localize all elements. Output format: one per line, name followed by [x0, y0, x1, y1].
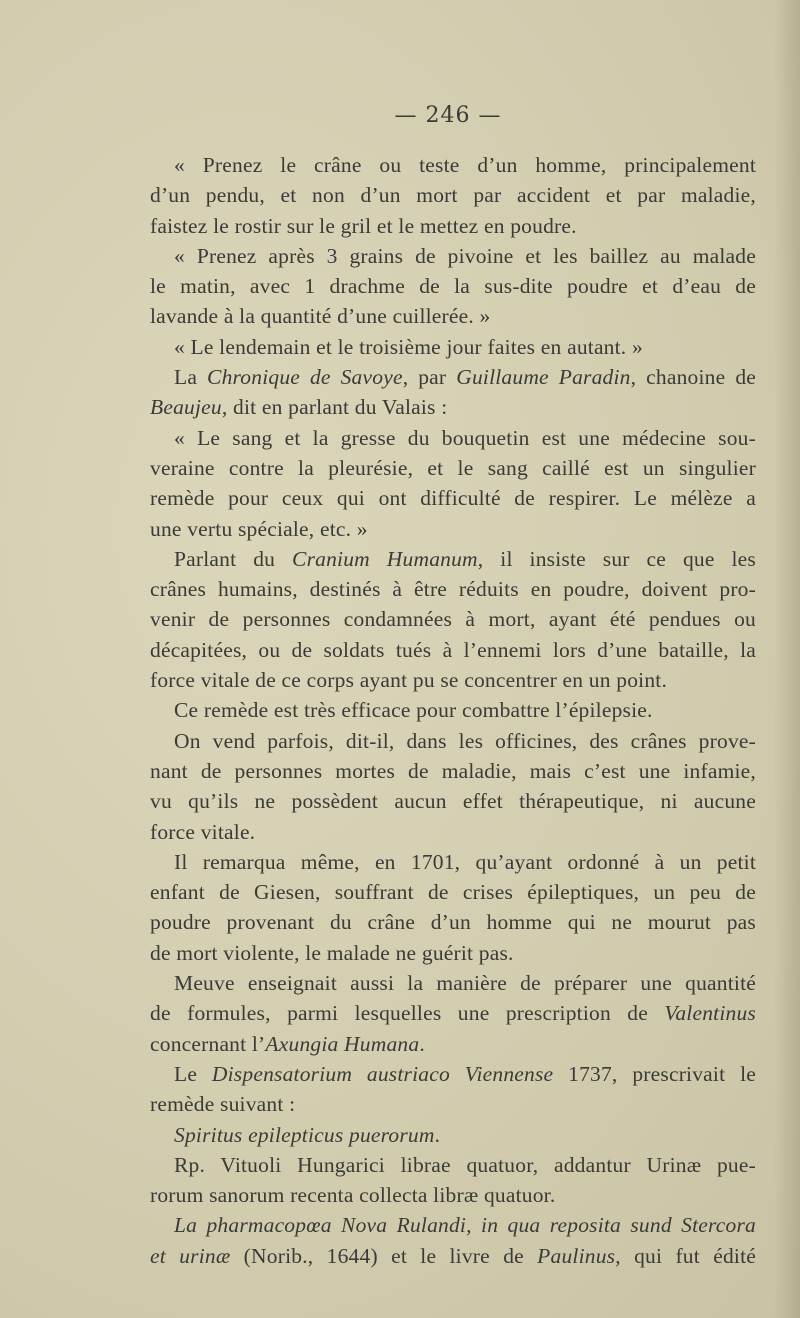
text-line	[150, 453, 756, 483]
text-span: lavande à la quantité d’une cuillerée. »	[150, 304, 491, 329]
italic-text: Cranium Humanum	[292, 546, 478, 571]
text-span: Le	[174, 1061, 212, 1086]
text-span: .	[419, 1031, 425, 1056]
text-span: « Prenez le crâne ou teste d’un homme, principalement	[174, 153, 756, 177]
text-line	[150, 241, 756, 271]
text-span: , chanoine de	[630, 365, 757, 390]
text-span: Meuve enseignait aussi la manière de préparer une quantité	[174, 971, 756, 996]
text-span: Parlant du	[174, 546, 293, 571]
italic-text: Paulinus	[537, 1243, 616, 1268]
italic-text: Dispensatorium austriaco Viennense	[211, 1061, 554, 1086]
text-span: force vitale.	[150, 819, 256, 844]
text-line	[150, 483, 756, 513]
text-line	[150, 514, 756, 544]
text-span: Il remarqua même, en 1701, qu’ayant ordonné à un petit	[174, 849, 756, 874]
text-line	[150, 938, 756, 968]
text-line	[150, 817, 756, 847]
text-line	[150, 211, 756, 241]
text-span: force vitale de ce corps ayant pu se concentrer en un point.	[150, 668, 668, 693]
text-line	[150, 1241, 756, 1271]
text-line	[150, 726, 756, 756]
text-line	[150, 998, 756, 1028]
page	[150, 96, 756, 1271]
text-line	[150, 756, 756, 786]
text-line	[150, 847, 756, 877]
italic-text: Beaujeu	[150, 395, 222, 420]
text-line	[150, 1120, 756, 1150]
text-span: , il insiste sur ce que les	[477, 546, 756, 571]
text-span: Ce remède est très efficace pour combattre l’épilepsie.	[174, 698, 653, 723]
text-line	[150, 150, 756, 180]
text-span: remède suivant :	[150, 1092, 296, 1117]
text-line	[150, 635, 756, 665]
italic-text: et urinæ	[150, 1243, 231, 1268]
italic-text: La pharmacopœa Nova Rulandi, in qua reposita sund Stercora	[174, 1213, 756, 1238]
text-line	[150, 907, 756, 937]
italic-text: Axungia Humana	[265, 1031, 420, 1056]
body-text	[150, 150, 756, 1271]
text-line	[150, 1210, 756, 1240]
text-line	[150, 301, 756, 331]
text-span: poudre provenant du crâne d’un homme qui ne mourut pas	[150, 910, 756, 935]
text-span: vu qu’ils ne possèdent aucun effet thérapeutique, ni aucune	[150, 789, 756, 814]
text-line	[150, 362, 756, 392]
text-span: d’un pendu, et non d’un mort par accident et par maladie,	[150, 183, 756, 208]
text-line	[150, 877, 756, 907]
italic-text: Chronique de Savoye	[207, 365, 403, 390]
page-number: — 246 —	[394, 103, 502, 128]
text-span: La	[174, 365, 208, 390]
text-span: crânes humains, destinés à être réduits en poudre, doivent pro-	[150, 577, 756, 602]
text-span: « Prenez après 3 grains de pivoine et les baillez au malade	[174, 243, 756, 268]
text-span: On vend parfois, dit-il, dans les officines, des crânes prove-	[174, 728, 756, 753]
text-span: , dit en parlant du Valais :	[221, 395, 448, 420]
text-span: , par	[402, 365, 457, 390]
text-span: le matin, avec 1 drachme de la sus-dite poudre et d’eau de	[150, 274, 756, 299]
text-span: remède pour ceux qui ont difficulté de respirer. Le mélèze a	[150, 486, 756, 511]
text-span: concernant l’	[150, 1031, 266, 1056]
text-line	[150, 665, 756, 695]
text-line	[150, 1150, 756, 1180]
text-line	[150, 695, 756, 725]
text-line	[150, 423, 756, 453]
text-span: une vertu spéciale, etc. »	[150, 516, 368, 541]
text-span: Rp. Vituoli Hungarici librae quatuor, addantur Urinæ pue-	[174, 1152, 756, 1177]
text-line	[150, 180, 756, 210]
text-span: décapitées, ou de soldats tués à l’ennemi lors d’une bataille, la	[150, 637, 756, 662]
text-span: « Le sang et la gresse du bouquetin est une médecine sou-	[174, 425, 756, 450]
text-line	[150, 1089, 756, 1119]
text-line	[150, 1180, 756, 1210]
text-line	[150, 332, 756, 362]
text-span: (Norib., 1644) et le livre de	[230, 1243, 538, 1268]
page-edge-shadow	[774, 0, 800, 1318]
text-span: , qui fut édité	[615, 1243, 757, 1268]
text-span: faistez le rostir sur le gril et le mettez en poudre.	[150, 213, 577, 238]
text-span: .	[434, 1122, 441, 1147]
text-span: nant de personnes mortes de maladie, mais c’est une infamie,	[150, 758, 756, 783]
italic-text: Guillaume Paradin	[456, 365, 631, 390]
italic-text: Valentinus	[664, 1001, 756, 1026]
text-span: enfant de Giesen, souffrant de crises épileptiques, un peu de	[150, 880, 756, 905]
text-line	[150, 1029, 756, 1059]
text-line	[150, 544, 756, 574]
text-span: venir de personnes condamnées à mort, ayant été pendues ou	[150, 607, 756, 632]
text-span: rorum sanorum recenta collecta libræ quatuor.	[150, 1183, 556, 1208]
text-span: de formules, parmi lesquelles une prescription de	[150, 1001, 665, 1026]
text-line	[150, 574, 756, 604]
text-span: de mort violente, le malade ne guérit pas.	[150, 940, 514, 965]
text-line	[150, 271, 756, 301]
text-line	[150, 968, 756, 998]
text-span: 1737, prescrivait le	[553, 1061, 757, 1086]
text-span: veraine contre la pleurésie, et le sang caillé est un singulier	[150, 455, 756, 480]
text-line	[150, 1059, 756, 1089]
text-span: « Le lendemain et le troisième jour faites en autant. »	[174, 334, 643, 359]
italic-text: Spiritus epilepticus puerorum	[174, 1122, 435, 1147]
text-line	[150, 604, 756, 634]
text-line	[150, 786, 756, 816]
text-line	[150, 392, 756, 422]
